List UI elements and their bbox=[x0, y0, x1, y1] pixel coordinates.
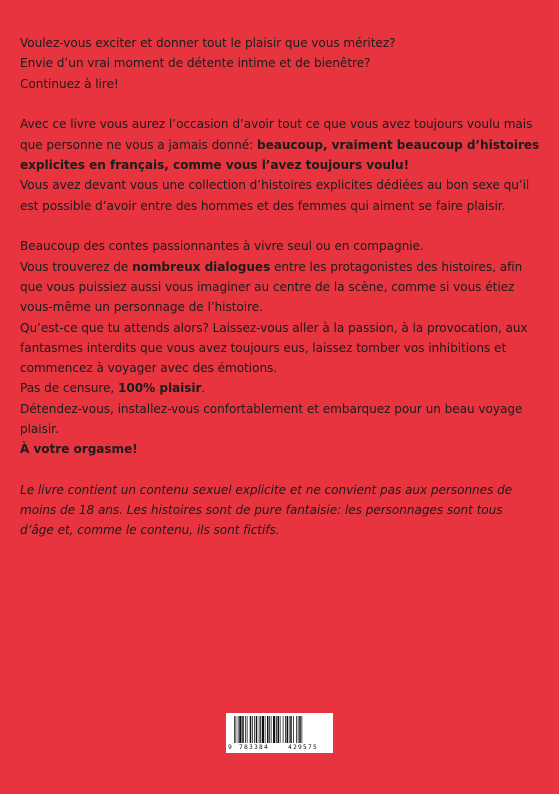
paragraph-spacer bbox=[20, 216, 540, 237]
barcode-bar bbox=[283, 716, 284, 743]
paragraph-orgasme bbox=[20, 439, 540, 459]
barcode-bar bbox=[250, 716, 252, 743]
barcode-bar bbox=[269, 716, 270, 743]
paragraph-spacer bbox=[20, 94, 540, 115]
barcode-bar bbox=[260, 716, 261, 743]
barcode-bar bbox=[234, 716, 235, 743]
barcode-bar bbox=[290, 716, 292, 743]
paragraph-dialogues bbox=[20, 257, 540, 318]
barcode-bar bbox=[256, 716, 258, 743]
paragraph-spacer bbox=[20, 460, 540, 480]
barcode-bar bbox=[276, 716, 277, 743]
barcode-bar bbox=[273, 716, 275, 743]
barcode-bar bbox=[298, 716, 299, 743]
censure-pre: Pas de censure, bbox=[20, 381, 119, 396]
paragraph-contes: Beaucoup des contes passionnantes à vivre seul ou en compagnie. bbox=[20, 239, 424, 254]
barcode-digit-first: 9 bbox=[228, 744, 232, 751]
barcode-bar bbox=[262, 716, 264, 743]
dialogues-pre: Vous trouverez de bbox=[20, 259, 133, 274]
barcode-group-right: 429575 bbox=[288, 744, 318, 751]
barcode-bar bbox=[285, 716, 286, 743]
dialogues-post: entre les protagonistes des histoires, afin que vous puissiez aussi vous imaginer au centre de la scène, comme si vous étiez vous-même un personnage de l’histoire. bbox=[20, 259, 523, 315]
barcode-bar bbox=[236, 716, 237, 743]
intro-line-2: Envie d’un vrai moment de détente intime et de bienêtre? bbox=[20, 56, 371, 71]
barcode-graphic bbox=[226, 713, 333, 753]
barcode-group-left: 783384 bbox=[239, 744, 269, 751]
book-offer-highlight: beaucoup, vraiment beaucoup d’histoires explicites en français, comme vous l’avez toujours voulu! bbox=[20, 137, 540, 172]
paragraph-question: Qu’est-ce que tu attends alors? Laissez-vous aller à la passion, à la provocation, aux fantasmes interdits que vous avez toujours eus, laissez tomber vos inhibitions et commencez à voyager avec des émotions. bbox=[20, 320, 528, 376]
barcode-bar bbox=[287, 716, 289, 743]
barcode-bar bbox=[278, 716, 280, 743]
paragraph-censure bbox=[20, 378, 540, 398]
barcode-bar bbox=[296, 716, 297, 743]
barcode-bar bbox=[265, 716, 266, 743]
orgasme-highlight: À votre orgasme! bbox=[20, 442, 138, 457]
back-cover-text bbox=[20, 33, 540, 541]
paragraph-collection: Vous avez devant vous une collection d’histoires explicites dédiées au bon sexe qu’il est possible d’avoir entre des hommes et des femmes qui aiment se faire plaisir. bbox=[20, 178, 530, 213]
barcode-bar bbox=[289, 716, 290, 743]
disclaimer: Le livre contient un contenu sexuel explicite et ne convient pas aux personnes de moins de 18 ans. Les histoires sont de pure fantaisie: les personnages sont tous d’âge et, comme le contenu, ils sont fictifs. bbox=[20, 482, 513, 538]
paragraph-detendez: Détendez-vous, installez-vous confortablement et embarquez pour un beau voyage plaisir. bbox=[20, 401, 523, 437]
intro-line-3: Continuez à lire! bbox=[20, 76, 119, 91]
barcode-bar bbox=[254, 716, 255, 743]
barcode bbox=[226, 713, 333, 753]
barcode-bar bbox=[238, 716, 239, 743]
barcode-bar bbox=[280, 716, 281, 743]
barcode-bar bbox=[293, 716, 294, 743]
paragraph-book-offer bbox=[20, 114, 540, 175]
barcode-bar bbox=[252, 716, 253, 743]
barcode-bars bbox=[234, 716, 302, 743]
dialogues-highlight: nombreux dialogues bbox=[132, 259, 271, 274]
barcode-bar bbox=[259, 716, 260, 743]
barcode-bar bbox=[239, 716, 241, 743]
barcode-bar bbox=[271, 716, 272, 743]
barcode-bar bbox=[242, 716, 244, 743]
censure-post: . bbox=[201, 381, 206, 396]
barcode-bar bbox=[247, 716, 248, 743]
barcode-bar bbox=[267, 716, 269, 743]
barcode-bar bbox=[302, 716, 303, 743]
barcode-bar bbox=[245, 716, 246, 743]
barcode-bar bbox=[299, 716, 301, 743]
censure-highlight: 100% plaisir bbox=[118, 381, 202, 396]
intro-line-1: Voulez-vous exciter et donner tout le plaisir que vous méritez? bbox=[20, 36, 396, 50]
book-offer-text: Avec ce livre vous aurez l’occasion d’avoir tout ce que vous avez toujours voulu mais que personne ne vous a jamais donné: bbox=[20, 117, 533, 152]
